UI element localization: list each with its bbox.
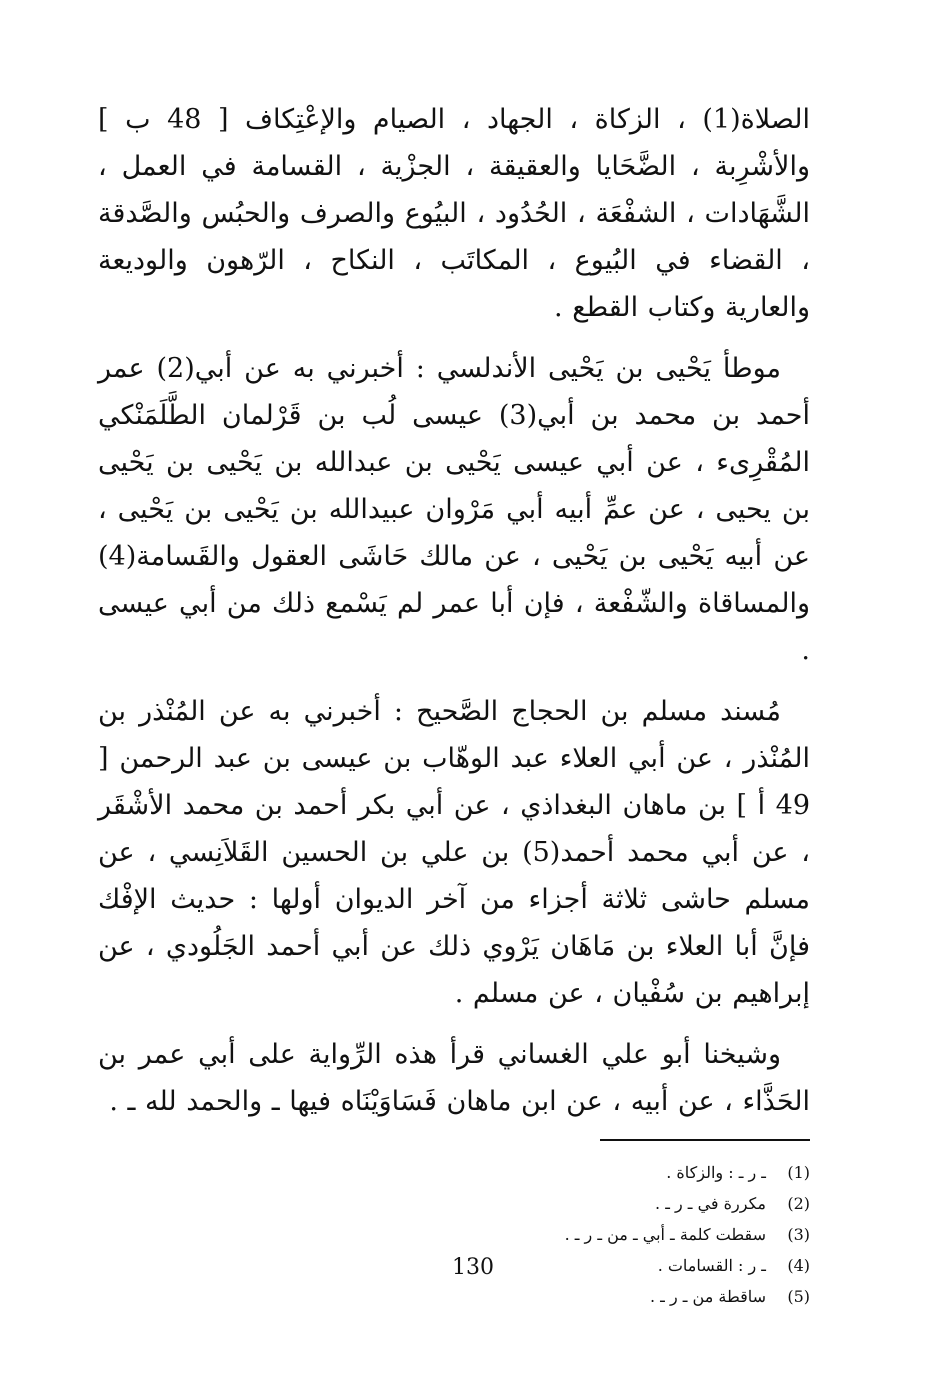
footnote-text: سقطت كلمة ـ أبي ـ من ـ ر ـ . bbox=[564, 1225, 766, 1244]
page-number: 130 bbox=[452, 1255, 494, 1280]
footnote-separator bbox=[600, 1139, 810, 1141]
footnote bbox=[98, 1219, 810, 1250]
main-text bbox=[98, 96, 810, 1125]
paragraph-ghassani: وشيخنا أبو علي الغساني قرأ هذه الرِّواية على أبي عمر بن الحَذَّاء ، عن أبيه ، عن ابن ماهان فَسَاوَيْنَاه فيها ـ والحمد لله ـ . bbox=[98, 1039, 810, 1117]
footnote-number: (1) bbox=[787, 1163, 810, 1182]
paragraph-book-list: الصلاة(1) ، الزكاة ، الجهاد ، الصيام والإعْتِكاف [ 48 ب ] والأشْرِبة ، الضَّحَايا والعقيقة ، الجزْية ، القسامة في العمل ، الشَّهَادات ، الشفْعَة ، الحُدُود ، البيُوع والصرف والحبُس والصَّدقة ، القضاء في البُيوع ، المكاتَب ، النكاح ، الرّهون والوديعة والعارية وكتاب القطع . bbox=[98, 104, 810, 323]
footnote bbox=[98, 1157, 810, 1188]
book-page bbox=[98, 96, 810, 1316]
footnote-text: ـ ر : القسامات . bbox=[657, 1256, 766, 1275]
footnote-text: ساقطة من ـ ر ـ . bbox=[650, 1287, 766, 1306]
footnote-text: ـ ر ـ : والزكاة . bbox=[666, 1163, 766, 1182]
footnote-number: (3) bbox=[787, 1225, 810, 1244]
footnote-text: مكررة في ـ ر ـ . bbox=[655, 1194, 766, 1213]
footnote-number: (5) bbox=[787, 1287, 810, 1306]
footnote-number: (2) bbox=[787, 1194, 810, 1213]
paragraph-muwatta: موطأ يَحْيى بن يَحْيى الأندلسي : أخبرني به عن أبي(2) عمر أحمد بن محمد بن أبي(3) عيسى لُب بن قَرْلمان الطَّلَمَنْكي المُقْرِىء ، عن أبي عيسى يَحْيى بن عبدالله بن يَحْيى بن يَحْيى بن يحيى ، عن عمِّ أبيه أبي مَرْوان عبيدالله بن يَحْيى بن يَحْيى ، عن أبيه يَحْيى بن يَحْيى ، عن مالك حَاشَى العقول والقَسامة(4) والمساقاة والشّفْعة ، فإن أبا عمر لم يَسْمع ذلك من أبي عيسى . bbox=[98, 353, 810, 666]
footnote-number: (4) bbox=[787, 1256, 810, 1275]
footnotes bbox=[98, 1157, 810, 1312]
footnote bbox=[98, 1188, 810, 1219]
paragraph-sahih-muslim: مُسند مسلم بن الحجاج الصَّحيح : أخبرني به عن المُنْذر بن المُنْذر ، عن أبي العلاء عبد الوهّاب بن عيسى بن عبد الرحمن [ 49 أ ] بن ماهان البغداذي ، عن أبي بكر أحمد بن محمد الأشْقَر ، عن أبي محمد أحمد(5) بن علي بن الحسين القَلاَنِسي ، عن مسلم حاشى ثلاثة أجزاء من آخر الديوان أولها : حديث الإفْك فإنَّ أبا العلاء بن مَاهَان يَرْوي ذلك عن أبي أحمد الجَلُودي ، عن إبراهيم بن سُفْيان ، عن مسلم . bbox=[98, 696, 810, 1009]
footnote bbox=[98, 1281, 810, 1312]
